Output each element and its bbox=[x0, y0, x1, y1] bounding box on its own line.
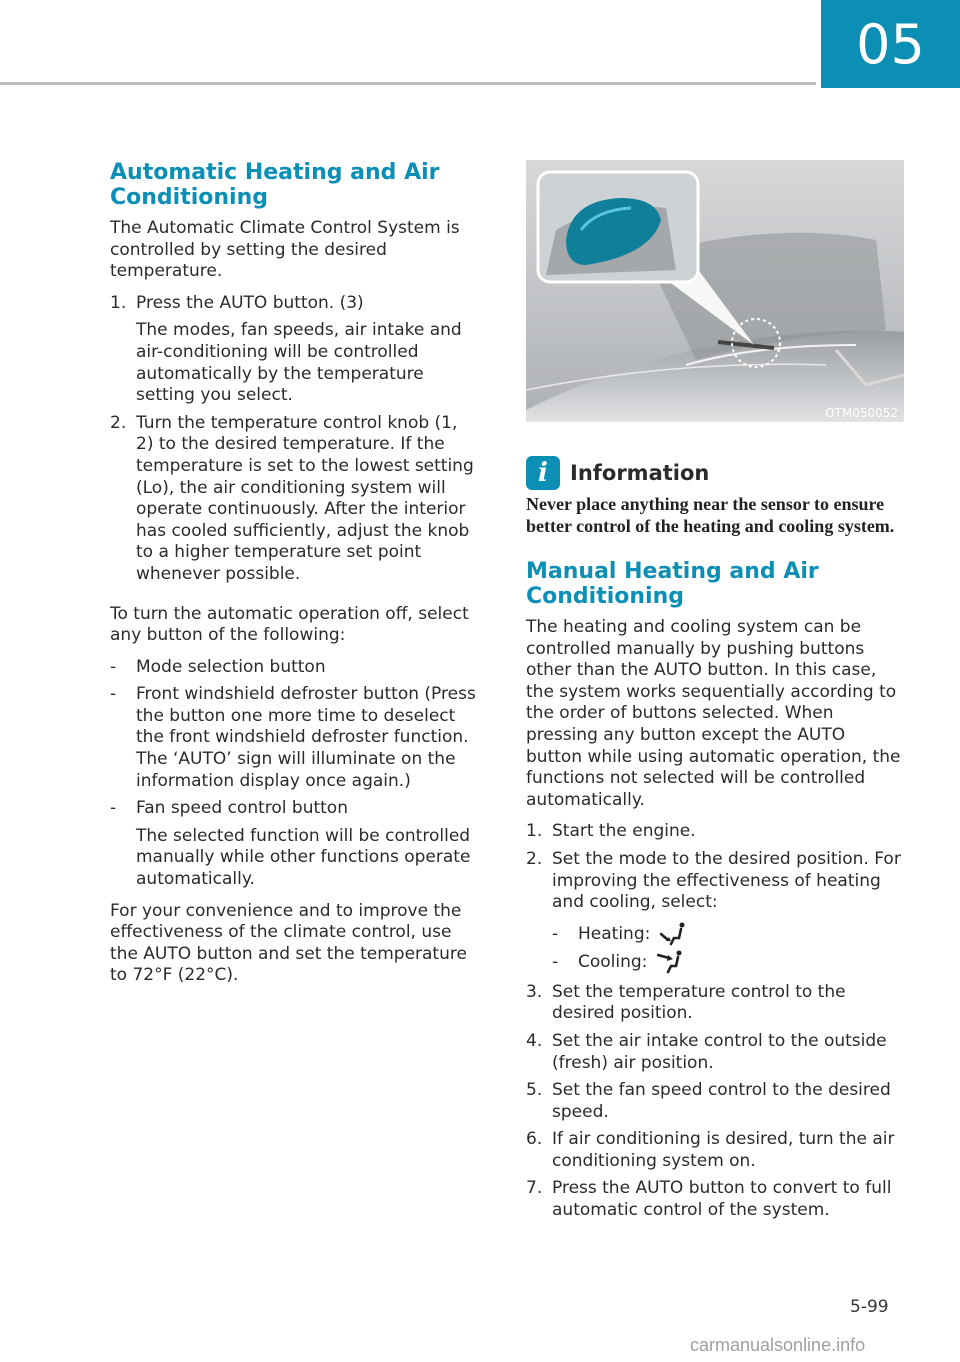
step-number: 3. bbox=[526, 981, 543, 1002]
button-list bbox=[110, 657, 480, 891]
mode-list bbox=[552, 920, 904, 976]
figure-code: OTM050052 bbox=[825, 406, 898, 420]
step-number: 5. bbox=[526, 1080, 543, 1101]
auto-steps bbox=[110, 293, 480, 586]
step-number: 2. bbox=[526, 848, 543, 869]
manual-step-6 bbox=[526, 1129, 904, 1172]
step-text: Press the AUTO button. (3) bbox=[136, 292, 364, 313]
sensor-illustration bbox=[526, 160, 904, 422]
button-item-detail: The selected function will be controlled manually while other functions operate automatically. bbox=[136, 825, 471, 890]
step-number: 7. bbox=[526, 1178, 543, 1199]
button-item bbox=[110, 657, 480, 679]
auto-step-2 bbox=[110, 413, 480, 586]
convenience-text: For your convenience and to improve the effectiveness of the climate control, use the AUTO button and set the temperature to 72°F (22°C). bbox=[110, 900, 467, 986]
header-rule bbox=[0, 82, 816, 85]
page-number: 5-99 bbox=[850, 1297, 889, 1317]
floor-mode-icon bbox=[660, 922, 686, 946]
right-column bbox=[526, 160, 904, 1232]
step-text: Set the fan speed control to the desired speed. bbox=[552, 1080, 891, 1122]
information-text: Never place anything near the sensor to ensure better control of the heating and cooling system. bbox=[526, 494, 895, 536]
information-header bbox=[526, 456, 904, 490]
step-number: 6. bbox=[526, 1129, 543, 1150]
step-number: 1. bbox=[110, 292, 127, 313]
button-item-text: Front windshield defroster button (Press the button one more time to deselect the front windshield defroster function. The ‘AUTO’ sign will illuminate on the information display once again.) bbox=[136, 684, 476, 791]
dash: - bbox=[552, 923, 559, 944]
turn-off-text: To turn the automatic operation off, select any button of the following: bbox=[110, 603, 469, 646]
information-title: Information bbox=[570, 461, 710, 485]
mode-label: Heating: bbox=[578, 923, 651, 944]
manual-steps bbox=[526, 821, 904, 1221]
manual-step-4 bbox=[526, 1031, 904, 1074]
step-number: 4. bbox=[526, 1030, 543, 1051]
manual-step-2 bbox=[526, 849, 904, 976]
mode-item-heating bbox=[552, 920, 904, 948]
step-text: Set the air intake control to the outside (fresh) air position. bbox=[552, 1030, 887, 1073]
info-icon: i bbox=[526, 456, 560, 490]
step-detail: The modes, fan speeds, air intake and air-conditioning will be controlled automatically by the temperature setting you select. bbox=[136, 320, 462, 406]
manual-step-7 bbox=[526, 1178, 904, 1221]
sensor-figure bbox=[526, 160, 904, 422]
auto-intro: The Automatic Climate Control System is controlled by setting the desired temperature. bbox=[110, 218, 460, 282]
step-text: Turn the temperature control knob (1, 2) to the desired temperature. If the temperature is set to the lowest setting (Lo), the air conditioning system will operate continuously. After the interior has cooled sufficiently, adjust the knob to a higher temperature set point whenever possible. bbox=[136, 412, 474, 584]
face-mode-icon bbox=[657, 950, 683, 974]
manual-step-1 bbox=[526, 821, 904, 843]
auto-heating-title: Automatic Heating and Air Conditioning bbox=[110, 160, 440, 210]
button-item-text: Mode selection button bbox=[136, 656, 326, 677]
button-item bbox=[110, 798, 480, 890]
auto-step-1 bbox=[110, 293, 480, 407]
mode-item-cooling bbox=[552, 948, 904, 976]
mode-label: Cooling: bbox=[578, 951, 648, 972]
step-text: Set the mode to the desired position. For improving the effectiveness of heating and cooling, select: bbox=[552, 848, 901, 913]
manual-heating-title: Manual Heating and Air Conditioning bbox=[526, 559, 819, 609]
chapter-number: 05 bbox=[856, 12, 925, 76]
step-text: Press the AUTO button to convert to full automatic control of the system. bbox=[552, 1178, 892, 1221]
chapter-tab bbox=[821, 0, 960, 88]
watermark: carmanualsonline.info bbox=[690, 1335, 866, 1355]
manual-step-3 bbox=[526, 982, 904, 1025]
left-column bbox=[110, 160, 480, 997]
step-text: Start the engine. bbox=[552, 821, 696, 842]
step-number: 1. bbox=[526, 821, 543, 842]
button-item bbox=[110, 684, 480, 792]
dash: - bbox=[110, 684, 117, 705]
dash: - bbox=[110, 798, 117, 819]
dash: - bbox=[110, 656, 117, 677]
manual-intro: The heating and cooling system can be controlled manually by pushing buttons other than the AUTO button. In this case, the system works sequentially according to the order of buttons selected. When pressing any button except the AUTO button while using automatic operation, the functions not selected will be controlled automatically. bbox=[526, 617, 901, 810]
button-item-text: Fan speed control button bbox=[136, 798, 348, 819]
step-text: If air conditioning is desired, turn the air conditioning system on. bbox=[552, 1129, 895, 1171]
step-number: 2. bbox=[110, 412, 127, 433]
manual-step-5 bbox=[526, 1080, 904, 1123]
step-text: Set the temperature control to the desired position. bbox=[552, 981, 846, 1024]
dash: - bbox=[552, 951, 559, 972]
